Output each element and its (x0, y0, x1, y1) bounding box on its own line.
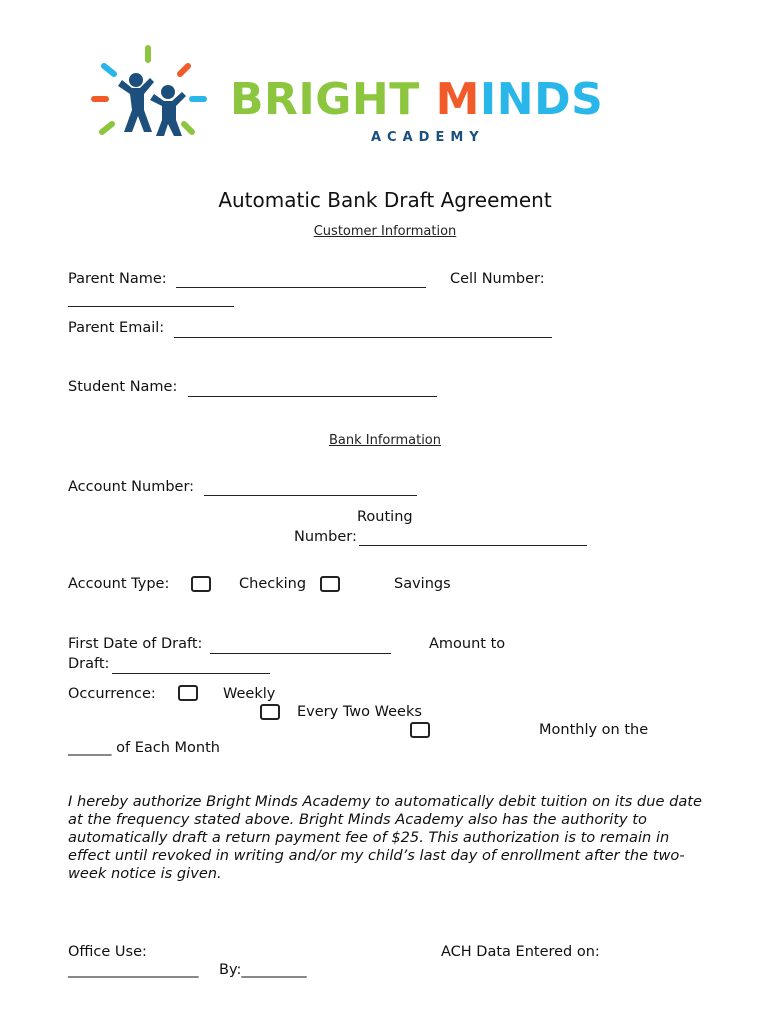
logo-word-minds: MINDS (435, 74, 604, 125)
parent-name-label: Parent Name: (68, 271, 167, 287)
logo-tagline: ACADEMY (371, 130, 485, 145)
parent-name-field[interactable] (176, 287, 426, 288)
checking-label: Checking (239, 576, 307, 592)
monthly-label: Monthly on the (539, 722, 649, 738)
logo-figures-icon (88, 44, 218, 144)
savings-checkbox[interactable] (320, 576, 340, 592)
checking-checkbox[interactable] (191, 576, 211, 592)
parent-email-field[interactable] (174, 337, 552, 338)
document-title: Automatic Bank Draft Agreement (218, 188, 552, 212)
savings-label: Savings (394, 576, 451, 592)
weekly-checkbox[interactable] (178, 685, 198, 701)
first-date-label: First Date of Draft: (68, 636, 203, 652)
account-number-label: Account Number: (68, 479, 195, 495)
logo-word-bright: BRIGHT (230, 74, 420, 125)
each-month-label: ______ of Each Month (68, 740, 220, 756)
bank-section-heading: Bank Information (328, 433, 442, 448)
logo (88, 44, 628, 144)
student-name-field[interactable] (188, 396, 437, 397)
routing-label-line2: Number: (294, 529, 357, 545)
first-date-field[interactable] (210, 653, 391, 654)
occurrence-label: Occurrence: (68, 686, 156, 702)
office-use-blank[interactable]: __________________ (68, 962, 199, 978)
parent-email-label: Parent Email: (68, 320, 165, 336)
every-two-weeks-label: Every Two Weeks (297, 704, 422, 720)
student-name-label: Student Name: (68, 379, 178, 395)
cell-number-field[interactable] (68, 306, 234, 307)
amount-label: Amount to (429, 636, 506, 652)
ach-data-label: ACH Data Entered on: (441, 944, 600, 960)
office-use-label: Office Use: (68, 944, 147, 960)
by-field[interactable]: By:_________ (219, 962, 307, 978)
monthly-checkbox[interactable] (410, 722, 430, 738)
account-type-label: Account Type: (68, 576, 170, 592)
draft-label: Draft: (68, 656, 110, 672)
routing-number-field[interactable] (359, 545, 587, 546)
every-two-weeks-checkbox[interactable] (260, 704, 280, 720)
cell-number-label: Cell Number: (450, 271, 545, 287)
account-number-field[interactable] (204, 495, 417, 496)
authorization-text: I hereby authorize Bright Minds Academy to automatically debit tuition on its due date at the frequency stated above. Bright Minds Academy also has the authority to automatically draft a return payment fee of $25. This authorization is to remain in effect until revoked in writing and/or my child’s last day of enrollment after the two-week notice is given. (68, 793, 702, 882)
routing-label-line1: Routing (357, 509, 413, 525)
weekly-label: Weekly (223, 686, 276, 702)
customer-section-heading: Customer Information (313, 224, 457, 239)
amount-field[interactable] (112, 673, 270, 674)
